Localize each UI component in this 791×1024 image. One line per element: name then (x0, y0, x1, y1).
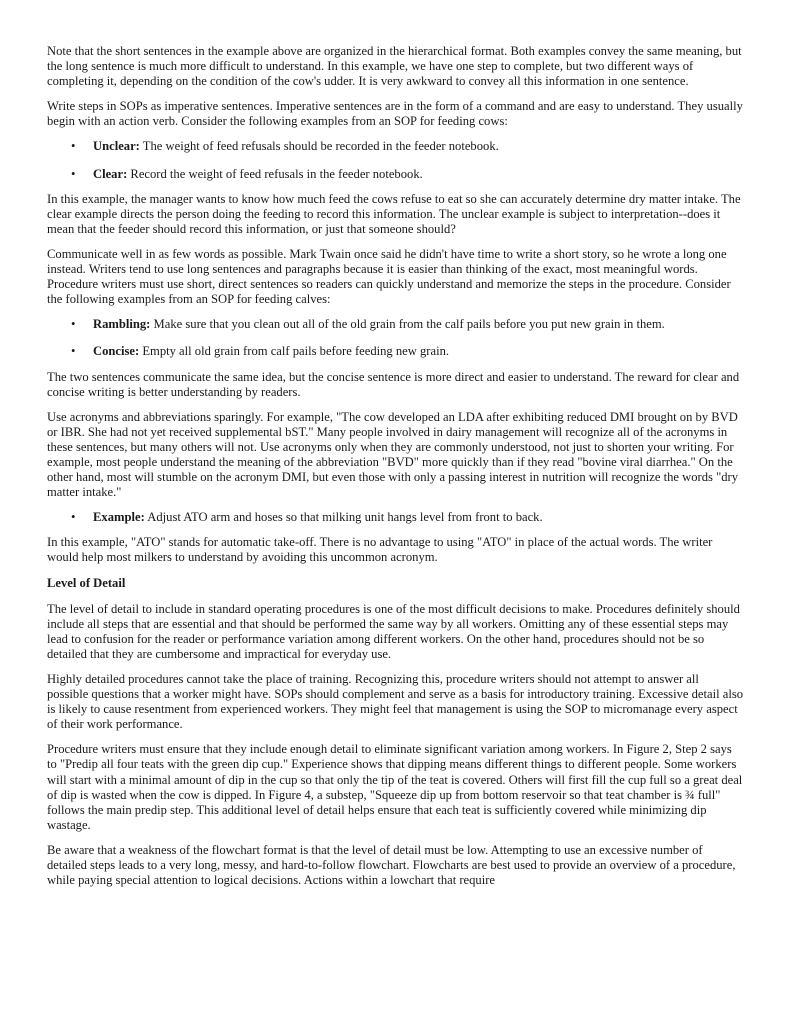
paragraph: The two sentences communicate the same idea, but the concise sentence is more direct and easier to understand. The reward for clear and concise writing is better understanding by readers. (47, 369, 740, 399)
paragraph: In this example, the manager wants to know how much feed the cows refuse to eat so she can accurately determine dry matter intake. The clear example directs the person doing the feeding to record this information. The unclear example is subject to interpretation--does it mean that the feeder should record this information, or just that someone should? (47, 191, 741, 236)
bullet-text: Adjust ATO arm and hoses so that milking unit hangs level from front to back. (147, 510, 543, 525)
paragraph: Communicate well in as few words as possible. Mark Twain once said he didn't have time to write a short story, so he wrote a long one instead. Writers tend to use long sentences and paragraphs because it is easier than thinking of the exact, most meaningful words. Procedure writers must use short, direct sentences so readers can quickly understand and memorize the steps in the procedure. Consider the following examples from an SOP for feeding calves: (47, 246, 731, 307)
bullet-list (47, 317, 743, 359)
paragraph: Use acronyms and abbreviations sparingly. For example, "The cow developed an LDA after exhibiting reduced DMI brought on by BVD or IBR. She had not yet received supplemental bST." Many people involved in dairy management will recognize all of the acronyms in these sentences, but many others will not. Use acronyms only when they are commonly understood, not just to shorten your writing. For example, most people understand the meaning of the abbreviation "BVD" more quickly than if they read "bovine viral diarrhea." On the other hand, most will stumble on the acronym DMI, but even those with only a passing interest in nutrition will recognize the words "dry matter intake." (47, 409, 739, 500)
bullet-text: Make sure that you clean out all of the old grain from the calf pails before you put new grain in them. (153, 317, 665, 332)
bullet-item (47, 344, 743, 359)
bullet-list (47, 510, 743, 525)
bullet-term: Rambling: (93, 317, 151, 332)
bullet-text: The weight of feed refusals should be recorded in the feeder notebook. (142, 139, 499, 154)
bullet-text: Empty all old grain from calf pails before feeding new grain. (142, 344, 450, 359)
paragraph: The level of detail to include in standard operating procedures is one of the most difficult decisions to make. Procedures definitely should include all steps that are essential and that should be performed the same way by all workers. Omitting any of these essential steps may lead to confusion for the reader or performance variation among different workers. On the other hand, procedures should not be so detailed that they are cumbersome and impractical for everyday use. (47, 601, 740, 661)
bullet-text: Record the weight of feed refusals in the feeder notebook. (130, 166, 423, 181)
paragraph: Be aware that a weakness of the flowchart format is that the level of detail must be low. Attempting to use an excessive number of detailed steps leads to a very long, messy, and hard-to-follow flowchart. Flowcharts are best used to provide an overview of a procedure, while paying special attention to logical decisions. Actions within a lowchart that require (47, 842, 736, 888)
bullet-term: Example: (93, 510, 145, 525)
bullet-item (47, 317, 743, 332)
paragraph: Highly detailed procedures cannot take the place of training. Recognizing this, procedure writers should not attempt to answer all possible questions that a worker might have. SOPs should complement and serve as a basis for introductory training. Excessive detail also is likely to cause resentment from experienced workers. They might feel that management is using the SOP to micromanage every aspect of their work performance. (47, 672, 744, 732)
bullet-dot-icon: • (71, 510, 76, 525)
paragraph: Procedure writers must ensure that they include enough detail to eliminate significant variation among workers. In Figure 2, Step 2 says to "Predip all four teats with the green dip cup." Experience shows that dipping means different things to different people. Some workers will start with a minimal amount of dip in the cup so that only the tip of the teat is covered. Others will first fill the cup full so a great deal of dip is wasted when the cow is dipped. In Figure 4, a substep, "Squeeze dip up from bottom reservoir so that teat chamber is ¾ full" follows the main predip step. This additional level of detail helps ensure that each teat is sufficiently covered while minimizing dip wastage. (47, 742, 743, 832)
bullet-dot-icon: • (71, 317, 76, 332)
bullet-dot-icon: • (71, 344, 76, 359)
bullet-item (47, 510, 743, 525)
bullet-item (47, 139, 743, 154)
paragraph: In this example, "ATO" stands for automatic take-off. There is no advantage to using "ATO" in place of the actual words. The writer would help most milkers to understand by avoiding this uncommon acronym. (47, 535, 713, 565)
bullet-term: Concise: (93, 344, 140, 359)
document-page (47, 44, 743, 898)
section-heading: Level of Detail (47, 575, 126, 590)
paragraph: Note that the short sentences in the example above are organized in the hierarchical format. Both examples convey the same meaning, but the long sentence is much more difficult to understand. In this example, we have one step to complete, but two different ways of completing it, depending on the condition of the cow's udder. It is very awkward to convey all this information in one sentence. (47, 44, 742, 89)
bullet-term: Unclear: (93, 139, 140, 154)
bullet-dot-icon: • (71, 139, 76, 154)
paragraph: Write steps in SOPs as imperative sentences. Imperative sentences are in the form of a command and are easy to understand. They usually begin with an action verb. Consider the following examples from an SOP for feeding cows: (47, 99, 743, 129)
bullet-term: Clear: (93, 166, 128, 181)
bullet-item (47, 167, 743, 182)
bullet-list (47, 139, 743, 181)
bullet-dot-icon: • (71, 166, 76, 181)
